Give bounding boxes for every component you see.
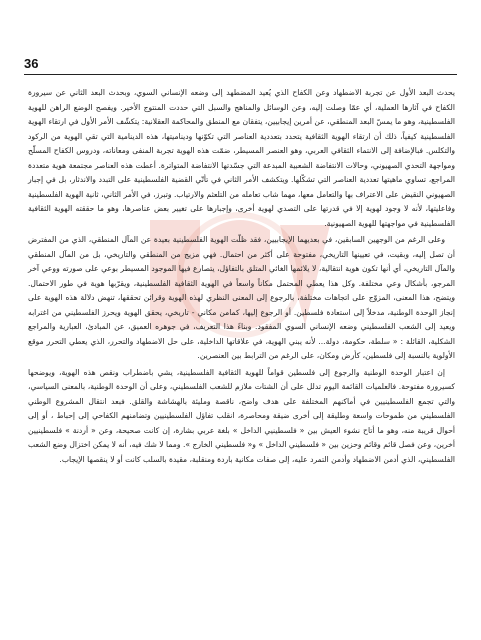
page-number: 36 [24,56,39,71]
paragraph-3: إن اعتبار الوحدة الوطنية والرجوع إلى فلسطين قواماً للهوية الثقافية الفلسطينية، يشي باضطراب ونقص هذه الهوية، ويوضحها كسيرورة مفتوحة. فالعلميات القائمة اليوم تدلل على أن الشتات ملازم للشعب الفلسطيني، وعلى أن الوحدة الوطنية، بالمعنى السياسي، والتي تجمع الفلسطينيين في أماكنهم المختلفة على هدف واضح، ناقصة ومليئة بالهشاشة والقلق. فبعد انتقال المشروع الوطني الفلسطيني من طموحات واسعة وطليقة إلى أخرى ضيقة ومحاصرة، انقلب تفاؤل الفلسطينيين وتضامنهم الكفاحي إلى إحباط ، أو إلى أحوال قريبة منه، وهو ما أتاح نشوء العيش بين « فلسطينيي الداخل » بلغة عربي بشارة، إن كانت صحيحة، وعن « أردنة » فلسطينيين أخرين، وعن فصل قائم وقائم وحزين بين « فلسطيني الداخل » و« فلسطيني الخارج ». ومما لا شك فيه، أنه لا يمكن اختزال وضع الشعب الفلسطيني، الذي أدمن الاضطهاد وأدمن التمرد عليه، إلى صفات مكانية باردة ومنقلبة، مقيدة بالسلب كانت أو لا ينقصها الإيجاب. [28,367,455,464]
paragraph-2: وعلى الرغم من الوجهين السابقين، في بعديهما الإيجابيين، فقد ظلّت الهوية الفلسطينية بعيدة عن المآل المنطقي، الذي من المفترض أن تصل إليه، وبقيت، في تعيينها التاريخي، مفتوحة على أكثر من احتمال. فهي مزيج من المنطقي والتاريخي، بل من المآل المنطقي والمآل التاريخي، أي أنها تكون هوية انتقالية، لا يلائمها الغائي المتلق بالتفاؤل، يتصارع فيها الموجود المسيطر بوعي على صورته ووعي آخر المرجو، بأشكال وعي مختلفة. وكل هذا يعطي المحتمل مكاناً واسعاً في الهوية الثقافية الفلسطينية، ويقرّبها هوية في طور الاحتمال. ويتضح، هذا المعنى، المزوّج على اتجاهات مختلفة، بالرجوع إلى المعنى النظري لهذه الهوية وقرائن تحققها، تنهض دلالة هذه الهوية على إنجاز الوحدة الوطنية، مدخلاً إلى استعادة فلسطين. أو الرجوع إليها، كمامن مكاني - تاريخي، يحقق الهوية ويحرز الفلسطيني من اغترابه ويعيد إلى الشعب الفلسطيني وضعه الإنساني السوي المفقود. وبناءً هذا التعريف، في جوهره العميق، عن المبادئ، العبارية والمراجع الشكلية، القائلة : « سلطة، حكومة، دولة... لأنه يبني الهوية، في علاقاتها الداخلية، على حل الاضطهاد والتحرر، الذي يعطي التحرر موقع الأولوية بالنسبة إلى فلسطين، كأرض ومكان، على الرغم من الترابط بين العنصرين. [28,235,455,360]
header-rule [24,74,457,75]
paragraph-1: يحدث البعد الأول عن تجربة الاضطهاد وعن الكفاح الذي يُعيد المضطهد إلى وضعه الإنساني السوي، وبحدث البعد الثاني عن سيرورة الكفاح في آثارها العملية، أي عمّا وصلت إليه، وعن الوسائل والمناهج والسبل التي حددت المنتوج الأخير. ويفصح الوضع الراهن للهوية الفلسطينية، وهو ما يمسّ البعد المنطقي، عن أمرين إيجابيين، يتفقان مع المنطق والمحاكمة العقلانية: يتكشّف الأمر الأول في ارتقاء الهوية الفلسطينية كيفياً، ذلك أن ارتقاء الهوية الثقافية يتحدد بتعددية العناصر التي تكوّنها وديناميتها، هذه الدينامية التي تقي الهوية من الركود والتكلس. فبالإضافة إلى الانتماء الثقافي العربي، وهو العنصر المسيطر، ضمّت هذه الهوية تجربة المنفى ومعاناته، ودروس الكفاح المسلّح ومواجهة التحدي الصهيوني، وحالات الانتفاضة الشعبية المبدعة التي جسّدتها الانتفاضة المتواترة. أعطت هذه العناصر مجتمعة هوية متعددة المراجع، تساوي ماهيتها تعددية العناصر التي تشكّلها. ويتكشف الأمر الثاني في تأتّي القضية الفلسطينية على التبدد والاندثار، بل في إجبار الصهيوني النقيض على الاعتراف بها والتعامل معها، مهما شاب تعامله من التلعثم والارتياب. وتبرز، في الأمر الثاني، ثانية الهوية الفلسطينية وفاعليتها، لأنه لا وجود لهوية إلا في قدرتها على التصدي لهوية أخرى، وإجبارها على تغيير بعض عناصرها، وهو ما حققته الهوية الثقافية الفلسطينية في مواجهتها للهوية الصهيونية. [28,88,455,228]
article-body [28,86,455,469]
